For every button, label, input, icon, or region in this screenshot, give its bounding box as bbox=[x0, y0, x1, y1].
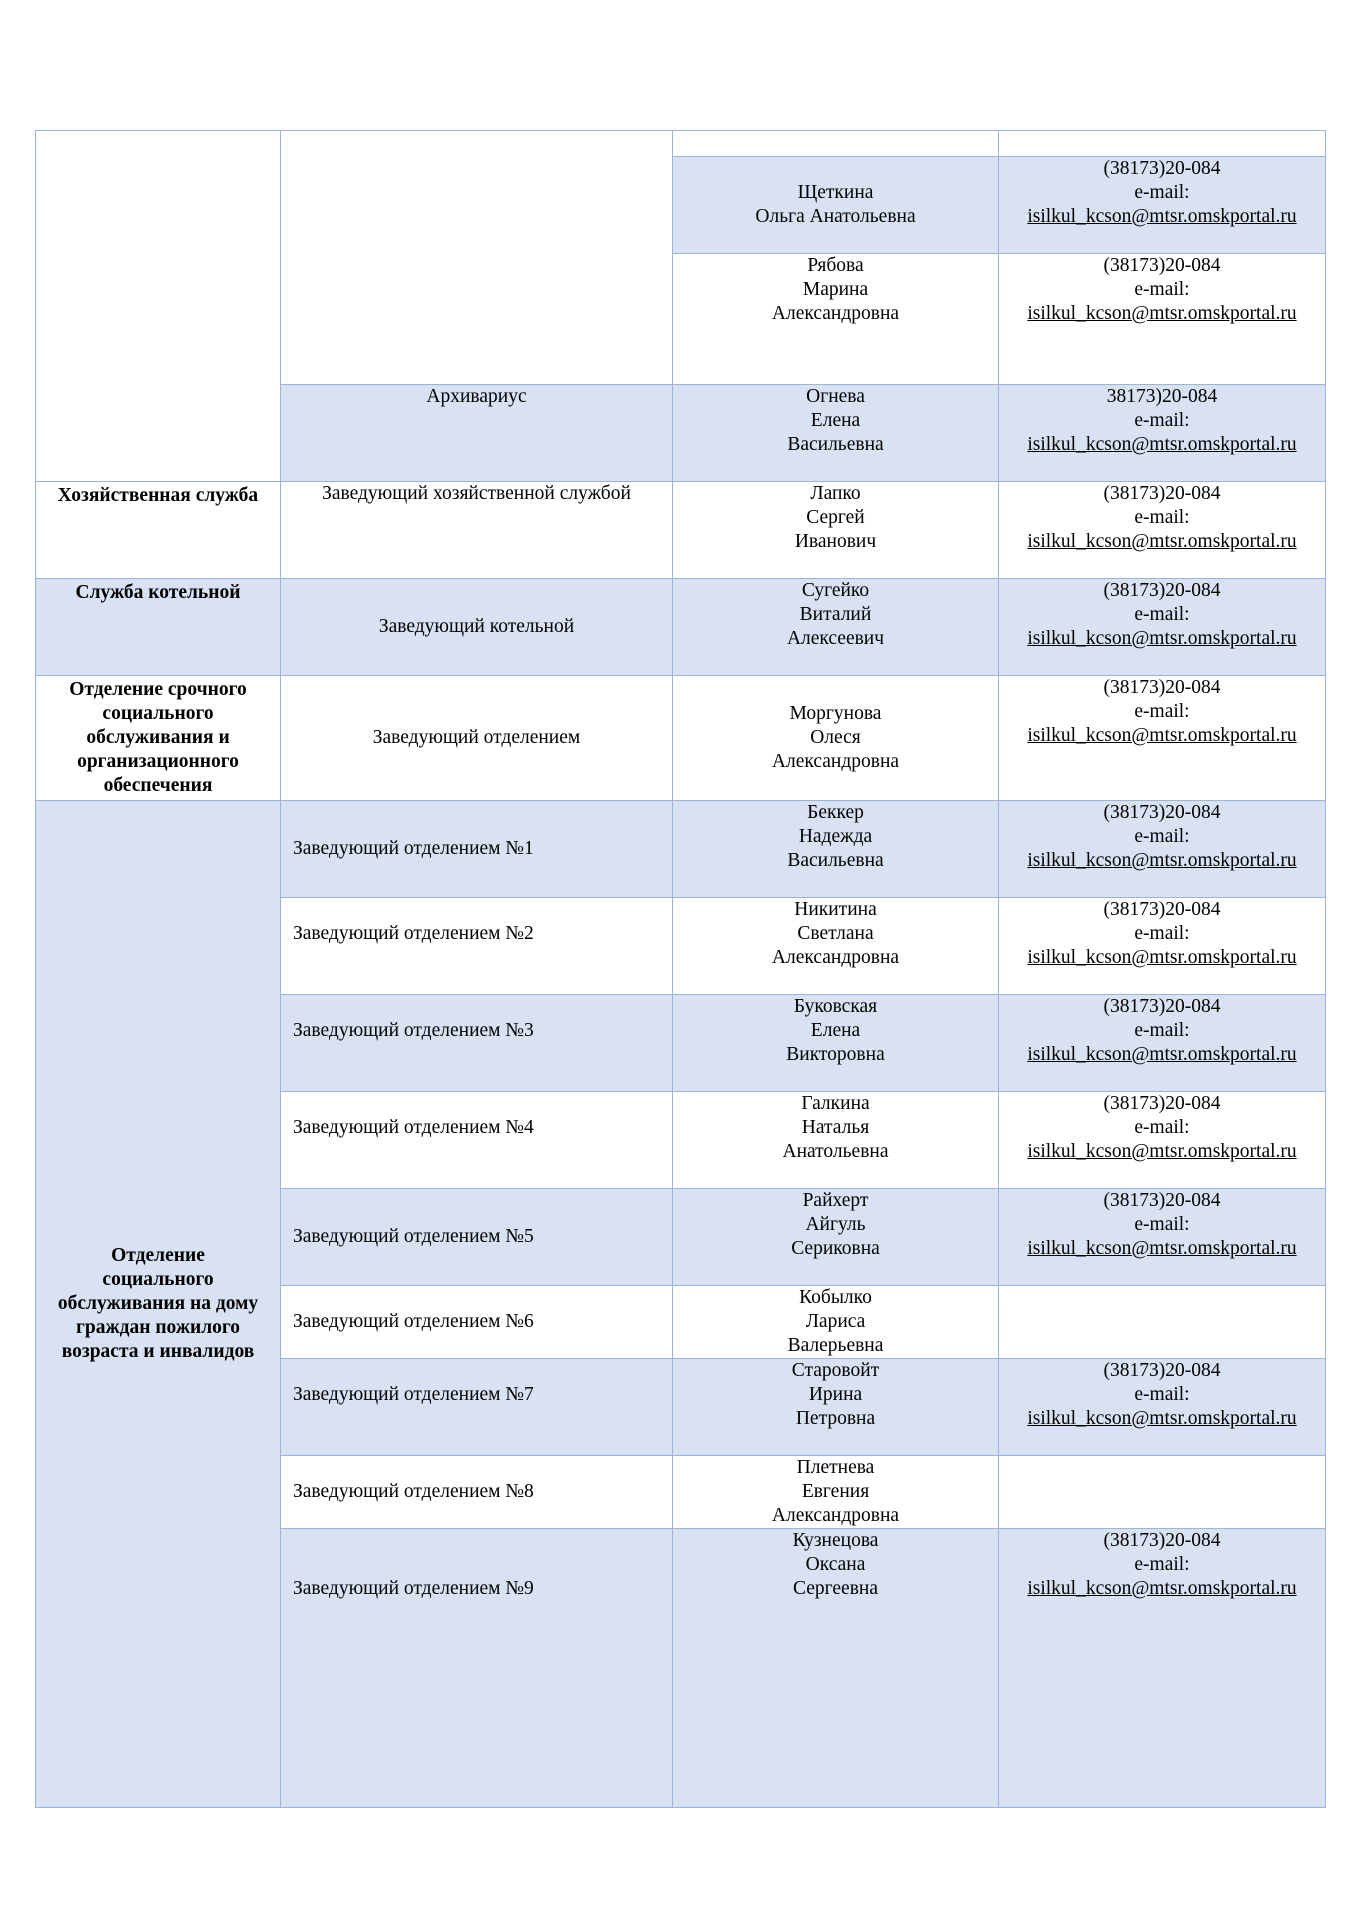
contact-cell bbox=[999, 676, 1326, 801]
patronymic: Васильевна bbox=[787, 850, 884, 871]
position-cell bbox=[281, 1359, 673, 1456]
surname: Кобылко bbox=[799, 1287, 872, 1308]
first-name: Елена bbox=[810, 1020, 861, 1041]
position-cell bbox=[281, 676, 673, 801]
position-cell bbox=[281, 1286, 673, 1359]
first-name: Елена bbox=[810, 410, 861, 431]
position-cell bbox=[281, 995, 673, 1092]
surname: Буковская bbox=[793, 996, 878, 1017]
position-cell bbox=[281, 1092, 673, 1189]
position-cell bbox=[281, 385, 673, 482]
phone-text: (38173)20-084 bbox=[1103, 580, 1221, 601]
department-name: Служба котельной bbox=[75, 582, 241, 603]
first-name: Надежда bbox=[798, 826, 873, 847]
phone-text: (38173)20-084 bbox=[1103, 802, 1221, 823]
position-title: Заведующий отделением №8 bbox=[293, 1481, 534, 1502]
email-label: e-mail: bbox=[1134, 1020, 1190, 1041]
email-label: e-mail: bbox=[1134, 923, 1190, 944]
email-label: e-mail: bbox=[1134, 1554, 1190, 1575]
name-cell bbox=[673, 801, 999, 898]
patronymic: Валерьевна bbox=[787, 1335, 884, 1356]
patronymic: Александровна bbox=[771, 751, 900, 772]
name-cell bbox=[673, 1286, 999, 1359]
email-label: e-mail: bbox=[1134, 410, 1190, 431]
contact-cell bbox=[999, 995, 1326, 1092]
name-cell bbox=[673, 1359, 999, 1456]
phone-text: (38173)20-084 bbox=[1103, 996, 1221, 1017]
given-names: Ольга Анатольевна bbox=[755, 206, 916, 227]
first-name: Марина bbox=[802, 279, 869, 300]
department-name-line: обслуживания и bbox=[86, 727, 230, 748]
patronymic: Викторовна bbox=[786, 1044, 885, 1065]
surname: Лапко bbox=[810, 483, 861, 504]
phone-text: (38173)20-084 bbox=[1103, 1530, 1221, 1551]
email-label: e-mail: bbox=[1134, 1384, 1190, 1405]
contact-cell bbox=[999, 482, 1326, 579]
email-label: e-mail: bbox=[1134, 1117, 1190, 1138]
position-title: Заведующий отделением №9 bbox=[293, 1578, 534, 1599]
first-name: Олеся bbox=[810, 727, 861, 748]
position-title: Заведующий отделением №1 bbox=[293, 838, 534, 859]
email-link[interactable]: isilkul_kcson@mtsr.omskportal.ru bbox=[1027, 303, 1297, 324]
department-cell bbox=[36, 676, 281, 801]
table-row bbox=[36, 482, 1326, 579]
position-title: Заведующий отделением №6 bbox=[293, 1311, 534, 1332]
surname: Беккер bbox=[807, 802, 864, 823]
first-name: Евгения bbox=[801, 1481, 870, 1502]
department-name-line: обеспечения bbox=[103, 775, 213, 796]
email-link[interactable]: isilkul_kcson@mtsr.omskportal.ru bbox=[1027, 725, 1297, 746]
phone-text: (38173)20-084 bbox=[1103, 1360, 1221, 1381]
position-title: Заведующий хозяйственной службой bbox=[322, 483, 631, 504]
first-name: Светлана bbox=[797, 923, 874, 944]
department-cell bbox=[36, 131, 281, 482]
name-cell bbox=[673, 1092, 999, 1189]
patronymic: Сергеевна bbox=[793, 1578, 878, 1599]
email-link[interactable]: isilkul_kcson@mtsr.omskportal.ru bbox=[1027, 434, 1297, 455]
name-cell bbox=[673, 482, 999, 579]
contact-cell bbox=[999, 801, 1326, 898]
surname: Кузнецова bbox=[792, 1530, 879, 1551]
phone-text: (38173)20-084 bbox=[1103, 1190, 1221, 1211]
first-name: Ирина bbox=[808, 1384, 863, 1405]
department-name-line: организационного bbox=[77, 751, 239, 772]
first-name: Сергей bbox=[806, 507, 865, 528]
surname: Огнева bbox=[806, 386, 865, 407]
name-cell bbox=[673, 1456, 999, 1529]
surname: Щеткина bbox=[797, 182, 874, 203]
name-cell bbox=[673, 385, 999, 482]
phone-text: (38173)20-084 bbox=[1103, 1093, 1221, 1114]
position-title: Заведующий отделением №5 bbox=[293, 1226, 534, 1247]
position-title: Заведующий отделением №7 bbox=[293, 1384, 534, 1405]
position-title: Заведующий отделением №3 bbox=[293, 1020, 534, 1041]
name-cell bbox=[673, 1529, 999, 1808]
position-cell bbox=[281, 131, 673, 385]
name-cell bbox=[673, 579, 999, 676]
email-link[interactable]: isilkul_kcson@mtsr.omskportal.ru bbox=[1027, 947, 1297, 968]
position-cell bbox=[281, 579, 673, 676]
patronymic: Анатольевна bbox=[782, 1141, 889, 1162]
email-label: e-mail: bbox=[1134, 279, 1190, 300]
surname: Рябова bbox=[807, 255, 864, 276]
phone-text: 38173)20-084 bbox=[1106, 386, 1218, 407]
surname: Галкина bbox=[801, 1093, 870, 1114]
email-label: e-mail: bbox=[1134, 826, 1190, 847]
contact-cell bbox=[999, 254, 1326, 385]
phone-text: (38173)20-084 bbox=[1103, 255, 1221, 276]
email-label: e-mail: bbox=[1134, 507, 1190, 528]
first-name: Наталья bbox=[801, 1117, 870, 1138]
email-label: e-mail: bbox=[1134, 701, 1190, 722]
email-link[interactable]: isilkul_kcson@mtsr.omskportal.ru bbox=[1027, 1044, 1297, 1065]
patronymic: Александровна bbox=[771, 947, 900, 968]
position-title: Заведующий котельной bbox=[378, 616, 575, 637]
department-name-line: граждан пожилого bbox=[76, 1317, 240, 1338]
position-title: Архивариус bbox=[426, 386, 527, 407]
position-cell bbox=[281, 1529, 673, 1808]
name-cell bbox=[673, 898, 999, 995]
email-link[interactable]: isilkul_kcson@mtsr.omskportal.ru bbox=[1027, 531, 1297, 552]
position-title: Заведующий отделением bbox=[372, 727, 581, 748]
phone-text: (38173)20-084 bbox=[1103, 899, 1221, 920]
name-cell bbox=[673, 995, 999, 1092]
position-cell bbox=[281, 482, 673, 579]
contact-cell bbox=[999, 131, 1326, 157]
email-link[interactable]: isilkul_kcson@mtsr.omskportal.ru bbox=[1027, 1238, 1297, 1259]
first-name: Лариса bbox=[805, 1311, 866, 1332]
position-cell bbox=[281, 1456, 673, 1529]
contact-cell bbox=[999, 385, 1326, 482]
contact-cell bbox=[999, 898, 1326, 995]
first-name: Айгуль bbox=[805, 1214, 866, 1235]
name-cell bbox=[673, 131, 999, 157]
department-cell bbox=[36, 579, 281, 676]
email-link[interactable]: isilkul_kcson@mtsr.omskportal.ru bbox=[1027, 206, 1297, 227]
patronymic: Васильевна bbox=[787, 434, 884, 455]
surname: Моргунова bbox=[789, 703, 882, 724]
department-name-line: возраста и инвалидов bbox=[61, 1341, 255, 1362]
position-cell bbox=[281, 898, 673, 995]
table-row bbox=[36, 801, 1326, 898]
department-name-line: социального bbox=[102, 1269, 214, 1290]
contact-cell bbox=[999, 1359, 1326, 1456]
name-cell bbox=[673, 254, 999, 385]
surname: Сугейко bbox=[801, 580, 870, 601]
contact-cell bbox=[999, 1286, 1326, 1359]
email-link[interactable]: isilkul_kcson@mtsr.omskportal.ru bbox=[1027, 1408, 1297, 1429]
department-name-line: социального bbox=[102, 703, 214, 724]
surname: Плетнева bbox=[796, 1457, 875, 1478]
first-name: Оксана bbox=[805, 1554, 866, 1575]
patronymic: Алексеевич bbox=[786, 628, 885, 649]
table-row bbox=[36, 131, 1326, 157]
table-row bbox=[36, 579, 1326, 676]
department-name-line: Отделение срочного bbox=[69, 679, 247, 700]
department-name-line: обслуживания на дому bbox=[57, 1293, 259, 1314]
email-link[interactable]: isilkul_kcson@mtsr.omskportal.ru bbox=[1027, 850, 1297, 871]
patronymic: Иванович bbox=[794, 531, 877, 552]
name-cell bbox=[673, 676, 999, 801]
surname: Никитина bbox=[794, 899, 877, 920]
first-name: Виталий bbox=[799, 604, 872, 625]
phone-text: (38173)20-084 bbox=[1103, 483, 1221, 504]
email-label: e-mail: bbox=[1134, 604, 1190, 625]
patronymic: Петровна bbox=[795, 1408, 876, 1429]
position-cell bbox=[281, 1189, 673, 1286]
email-link[interactable]: isilkul_kcson@mtsr.omskportal.ru bbox=[1027, 1578, 1297, 1599]
contact-cell bbox=[999, 1092, 1326, 1189]
contact-cell bbox=[999, 1189, 1326, 1286]
surname: Старовойт bbox=[791, 1360, 880, 1381]
phone-text: (38173)20-084 bbox=[1103, 677, 1221, 698]
staff-contacts-table bbox=[35, 130, 1326, 1808]
patronymic: Сериковна bbox=[791, 1238, 880, 1259]
table-row bbox=[36, 676, 1326, 801]
department-name-line: Отделение bbox=[111, 1245, 205, 1266]
email-label: e-mail: bbox=[1134, 182, 1190, 203]
name-cell bbox=[673, 1189, 999, 1286]
position-cell bbox=[281, 801, 673, 898]
contact-cell bbox=[999, 157, 1326, 254]
surname: Райхерт bbox=[802, 1190, 869, 1211]
patronymic: Александровна bbox=[771, 303, 900, 324]
email-label: e-mail: bbox=[1134, 1214, 1190, 1235]
patronymic: Александровна bbox=[771, 1505, 900, 1526]
department-name: Хозяйственная служба bbox=[57, 485, 259, 506]
contact-cell bbox=[999, 1456, 1326, 1529]
position-title: Заведующий отделением №4 bbox=[293, 1117, 534, 1138]
email-link[interactable]: isilkul_kcson@mtsr.omskportal.ru bbox=[1027, 1141, 1297, 1162]
department-cell bbox=[36, 801, 281, 1808]
email-link[interactable]: isilkul_kcson@mtsr.omskportal.ru bbox=[1027, 628, 1297, 649]
department-cell bbox=[36, 482, 281, 579]
contact-cell bbox=[999, 1529, 1326, 1808]
name-cell bbox=[673, 157, 999, 254]
phone-text: (38173)20-084 bbox=[1103, 158, 1221, 179]
contact-cell bbox=[999, 579, 1326, 676]
position-title: Заведующий отделением №2 bbox=[293, 923, 534, 944]
